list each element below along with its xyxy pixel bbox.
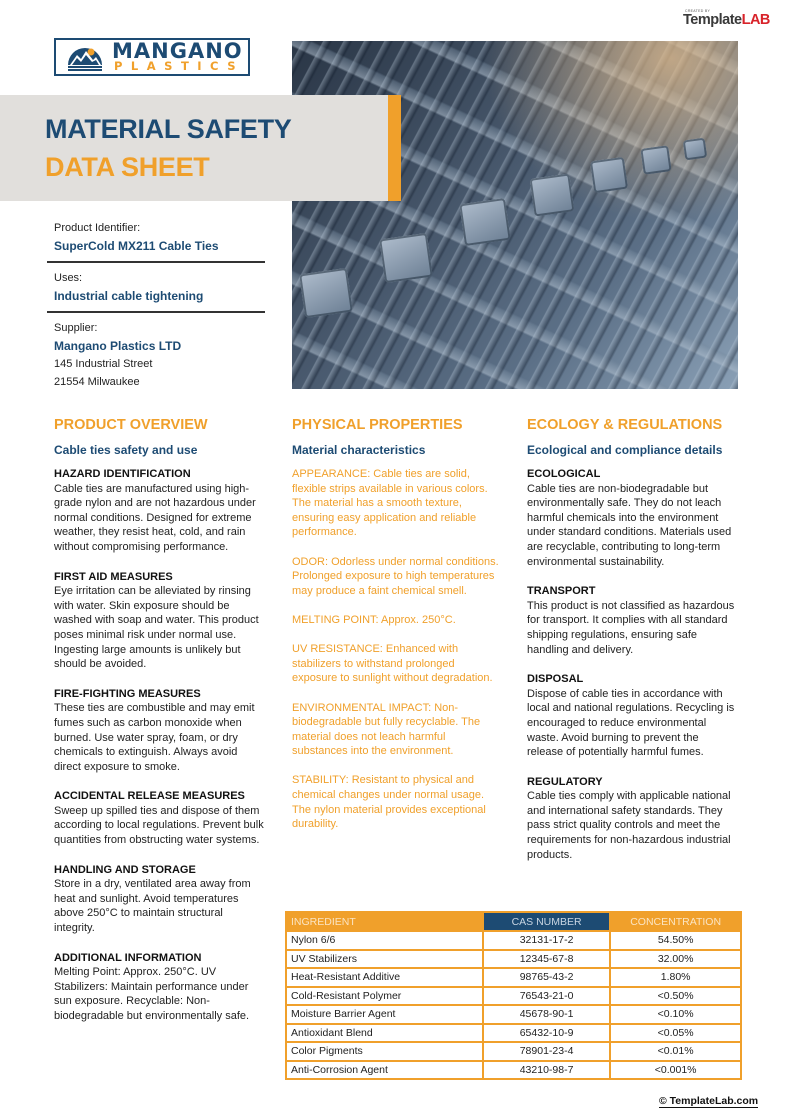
melting-point-paragraph: MELTING POINT: Approx. 250°C. (292, 613, 456, 626)
company-subname: PLASTICS (114, 59, 244, 73)
section-body: Cable ties are non-biodegradable but environmentally safe. They do not leach harmful chemicals into the environment under standard conditions. Materials used are recyclable, contributing to long-term environmental sustainability. (527, 482, 732, 568)
concentration-cell: 1.80% (610, 968, 741, 987)
cas-cell: 32131-17-2 (483, 931, 610, 950)
table-header-row (286, 912, 741, 931)
section-body: Sweep up spilled ties and dispose of them according to local regulations. Prevent bulk quantities from obstructing water systems. (54, 804, 264, 847)
ingredient-cell: Moisture Barrier Agent (286, 1005, 483, 1024)
mountain-sun-logo-icon (66, 43, 104, 72)
ingredient-cell: UV Stabilizers (286, 950, 483, 969)
divider (47, 261, 265, 263)
physical-properties-column (292, 416, 502, 832)
document-title-line1: MATERIAL SAFETY (45, 114, 292, 144)
uses-value: Industrial cable tightening (54, 289, 204, 303)
supplier-label: Supplier: (54, 322, 98, 334)
hazard-identification-section (54, 467, 264, 555)
section-title: HANDLING AND STORAGE (54, 863, 196, 876)
product-overview-column (54, 416, 264, 1024)
section-heading: PRODUCT OVERVIEW (54, 417, 208, 433)
section-body: Eye irritation can be alleviated by rinsing with water. Skin exposure should be washed with soap and water. This product poses minimal risk under normal use. Ingesting large amounts is unlikely but should be avoided. (54, 585, 259, 671)
header-cas-number: CAS NUMBER (483, 912, 610, 931)
ingredient-cell: Heat-Resistant Additive (286, 968, 483, 987)
company-name: MANGANO (112, 39, 243, 63)
cas-cell: 76543-21-0 (483, 987, 610, 1006)
section-title: FIRE-FIGHTING MEASURES (54, 687, 201, 700)
section-body: Cable ties comply with applicable national and international safety standards. They pass strict quality controls and meet the requirements for non-hazardous industrial products. (527, 790, 731, 861)
ingredient-cell: Nylon 6/6 (286, 931, 483, 950)
appearance-paragraph: APPEARANCE: Cable ties are solid, flexible strips available in various colors. The material has a smooth texture, ensuring easy application and reliable performance. (292, 468, 488, 539)
section-heading: ECOLOGY & REGULATIONS (527, 417, 723, 433)
ingredient-cell: Color Pigments (286, 1042, 483, 1061)
additional-information-section (54, 951, 264, 1024)
photo-detail (459, 198, 510, 246)
title-banner (0, 95, 388, 201)
product-identifier-label: Product Identifier: (54, 222, 141, 234)
photo-detail (530, 173, 575, 216)
supplier-name: Mangano Plastics LTD (54, 339, 182, 353)
templatelab-watermark-logo (683, 9, 783, 31)
header-ingredient: INGREDIENT (286, 912, 483, 931)
table-row (286, 1061, 741, 1080)
divider (47, 311, 265, 313)
product-identifier-value: SuperCold MX211 Cable Ties (54, 239, 219, 253)
table-row (286, 1024, 741, 1043)
section-title: FIRST AID MEASURES (54, 570, 173, 583)
section-body: Cable ties are manufactured using high-grade nylon and are not hazardous under normal conditions. Designed for extreme weather, they resist heat, cold, and rain without compromising performance. (54, 482, 256, 553)
ingredient-cell: Antioxidant Blend (286, 1024, 483, 1043)
concentration-cell: <0.10% (610, 1005, 741, 1024)
hero-photo-cable-ties (292, 41, 738, 389)
concentration-cell: 54.50% (610, 931, 741, 950)
ingredient-cell: Anti-Corrosion Agent (286, 1061, 483, 1080)
ingredient-cell: Cold-Resistant Polymer (286, 987, 483, 1006)
company-logo (54, 38, 250, 76)
document-title-line2: DATA SHEET (45, 152, 210, 182)
header-concentration: CONCENTRATION (610, 912, 741, 931)
regulatory-section (527, 775, 737, 863)
table-row (286, 987, 741, 1006)
section-body: These ties are combustible and may emit fumes such as carbon monoxide when burned. Use water spray, foam, or dry chemicals to extinguish. Always avoid direct exposure to smoke. (54, 702, 255, 773)
disposal-section (527, 672, 737, 760)
section-subheading: Material characteristics (292, 443, 426, 457)
table-row (286, 968, 741, 987)
templatelab-wordmark: TemplateLAB (683, 12, 770, 28)
section-body: Store in a dry, ventilated area away from heat and sunlight. Avoid temperatures above 250°C to maintain structural integrity. (54, 878, 251, 935)
created-by-label: CREATED BY (685, 9, 711, 13)
table-row (286, 931, 741, 950)
templatelab-copyright-link[interactable]: © TemplateLab.com (659, 1095, 759, 1107)
cas-cell: 78901-23-4 (483, 1042, 610, 1061)
table-row (286, 950, 741, 969)
fire-fighting-section (54, 687, 264, 775)
section-title: ECOLOGICAL (527, 468, 601, 480)
photo-detail (299, 268, 353, 318)
concentration-cell: <0.05% (610, 1024, 741, 1043)
stability-paragraph: STABILITY: Resistant to physical and chemical changes under normal usage. The nylon material provides exceptional durability. (292, 774, 486, 831)
photo-detail (379, 233, 433, 283)
cas-cell: 43210-98-7 (483, 1061, 610, 1080)
photo-detail (590, 157, 628, 193)
section-title: REGULATORY (527, 775, 603, 788)
ecological-section (527, 467, 737, 569)
supplier-city: 21554 Milwaukee (54, 376, 140, 388)
transport-section (527, 584, 737, 657)
section-subheading: Ecological and compliance details (527, 443, 723, 457)
ingredients-table (285, 911, 742, 1080)
section-heading: PHYSICAL PROPERTIES (292, 417, 463, 433)
cas-cell: 45678-90-1 (483, 1005, 610, 1024)
title-accent-bar (388, 95, 401, 201)
uv-resistance-paragraph: UV RESISTANCE: Enhanced with stabilizers to withstand prolonged exposure to sunlight without degradation. (292, 643, 493, 685)
uses-label: Uses: (54, 272, 83, 284)
photo-detail (683, 138, 708, 161)
cas-cell: 12345-67-8 (483, 950, 610, 969)
section-title: DISPOSAL (527, 673, 584, 686)
section-body: Dispose of cable ties in accordance with local and national regulations. Recycling is encouraged to reduce environmental waste. Avoid burning to prevent the release of potentially harmful fumes. (527, 687, 735, 759)
concentration-cell: <0.001% (610, 1061, 741, 1080)
section-body: This product is not classified as hazardous for transport. It complies with all standard shipping regulations, ensuring safe handling and delivery. (527, 599, 735, 656)
section-subheading: Cable ties safety and use (54, 443, 198, 457)
section-title: ACCIDENTAL RELEASE MEASURES (54, 790, 245, 803)
table-row (286, 1042, 741, 1061)
environmental-impact-paragraph: ENVIRONMENTAL IMPACT: Non-biodegradable but fully recyclable. The material does not leach harmful substances into the environment. (292, 701, 481, 758)
supplier-street: 145 Industrial Street (54, 358, 153, 370)
concentration-cell: <0.01% (610, 1042, 741, 1061)
cas-cell: 98765-43-2 (483, 968, 610, 987)
accidental-release-section (54, 789, 264, 847)
cas-cell: 65432-10-9 (483, 1024, 610, 1043)
section-title: ADDITIONAL INFORMATION (54, 951, 202, 964)
section-title: TRANSPORT (527, 585, 596, 598)
concentration-cell: 32.00% (610, 950, 741, 969)
ecology-regulations-column (527, 416, 737, 862)
handling-storage-section (54, 863, 264, 936)
photo-detail (640, 145, 671, 175)
product-info-block (54, 220, 266, 391)
odor-paragraph: ODOR: Odorless under normal conditions. Prolonged exposure to high temperatures may produce a faint chemical smell. (292, 555, 499, 597)
table-row (286, 1005, 741, 1024)
section-title: HAZARD IDENTIFICATION (54, 468, 191, 480)
first-aid-section (54, 570, 264, 672)
section-body: Melting Point: Approx. 250°C. UV Stabilizers: Maintain performance under sun exposure. Recyclable: Non-biodegradable but environmentally safe. (54, 966, 250, 1022)
concentration-cell: <0.50% (610, 987, 741, 1006)
